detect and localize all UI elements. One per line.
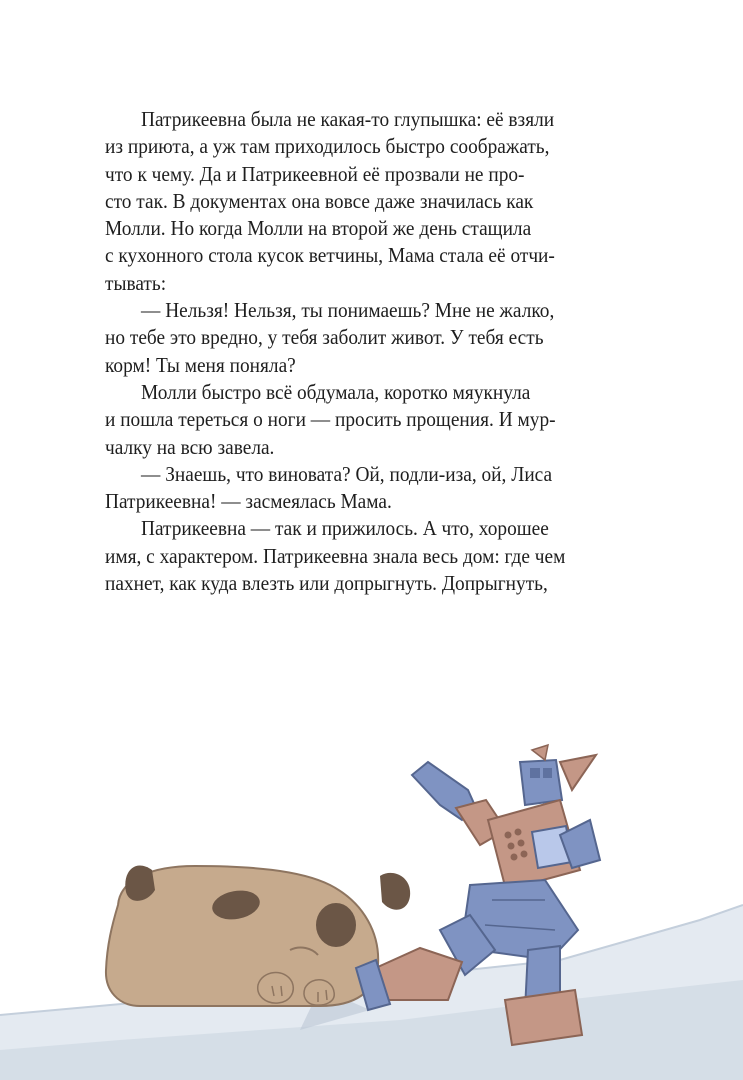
- text-line: — Знаешь, что виновата? Ой, подли-иза, ой, Лиса: [141, 461, 553, 486]
- text-line: сто так. В документах она вовсе даже значилась как: [105, 188, 534, 213]
- text-line: Молли быстро всё обдумала, коротко мяукнула: [141, 379, 531, 404]
- text-line: корм! Ты меня поняла?: [105, 352, 296, 377]
- toys-illustration: [0, 740, 743, 1080]
- text-line: из приюта, а уж там приходилось быстро соображать,: [105, 134, 550, 159]
- text-line: тывать:: [105, 270, 167, 295]
- text-line: с кухонного стола кусок ветчины, Мама стала её отчи-: [105, 243, 555, 268]
- text-line: но тебе это вредно, у тебя заболит живот. У тебя есть: [105, 325, 544, 350]
- text-line: что к чему. Да и Патрикеевной её прозвали не про-: [105, 161, 525, 186]
- story-text: [105, 106, 645, 597]
- text-line: пахнет, как куда влезть или допрыгнуть. Допрыгнуть,: [105, 571, 548, 596]
- text-line: чалку на всю завела.: [105, 434, 275, 459]
- text-line: Патрикеевна была не какая-то глупышка: её взяли: [141, 107, 555, 131]
- text-line: Патрикеевна — так и прижилось. А что, хорошее: [141, 516, 549, 541]
- text-line: и пошла тереться о ноги — просить прощения. И мур-: [105, 407, 556, 432]
- text-line: Молли. Но когда Молли на второй же день стащила: [105, 216, 532, 241]
- text-line: Патрикеевна! — засмеялась Мама.: [105, 489, 392, 514]
- text-line: — Нельзя! Нельзя, ты понимаешь? Мне не жалко,: [141, 298, 555, 323]
- text-line: имя, с характером. Патрикеевна знала весь дом: где чем: [105, 543, 566, 568]
